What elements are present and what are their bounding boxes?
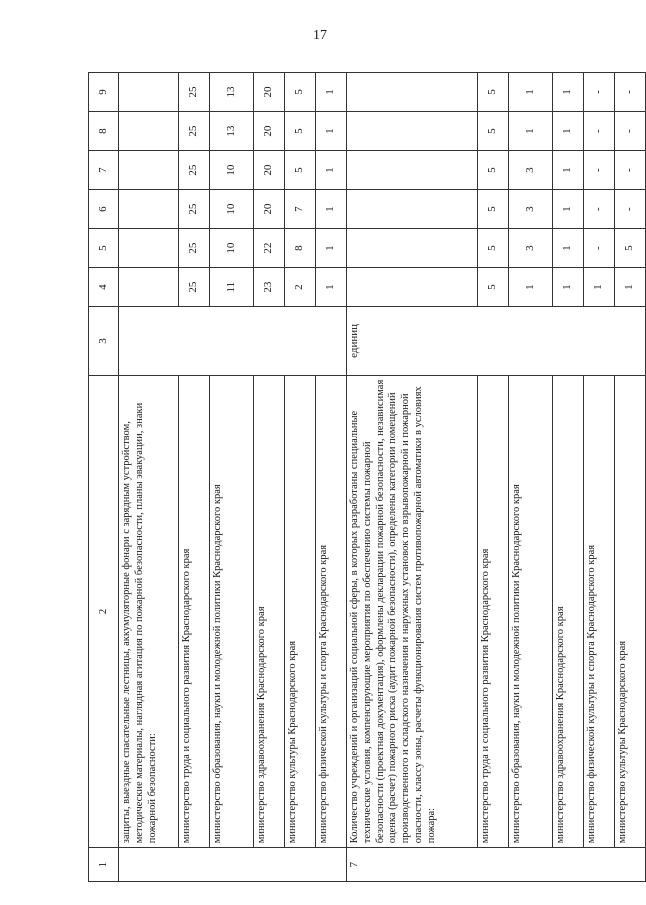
row-number-cell bbox=[615, 848, 646, 882]
value-cell: 22 bbox=[254, 229, 285, 268]
indicator-name-cell: защиты, выездные спасательные лестницы, аккумуляторные фонари с зарядным устройством, методические материалы, наглядная агитация по пожарной безопасности, планы эвакуации, знаки пожарной безопасности: bbox=[119, 375, 179, 848]
unit-cell: единиц bbox=[347, 307, 478, 376]
value-cell: 1 bbox=[584, 268, 615, 307]
value-cell: - bbox=[584, 151, 615, 190]
unit-cell bbox=[615, 307, 646, 376]
page-number: 17 bbox=[313, 28, 327, 43]
indicator-name-cell: министерство труда и социального развития Краснодарского края bbox=[478, 375, 509, 848]
value-cell: 1 bbox=[509, 112, 553, 151]
value-cell bbox=[119, 73, 179, 112]
unit-cell bbox=[119, 307, 179, 376]
value-cell: 5 bbox=[478, 112, 509, 151]
table-row bbox=[584, 73, 615, 882]
value-cell: - bbox=[615, 73, 646, 112]
value-cell: 5 bbox=[478, 229, 509, 268]
row-number-cell bbox=[584, 848, 615, 882]
row-number-cell bbox=[285, 848, 316, 882]
value-cell: 20 bbox=[254, 190, 285, 229]
row-number-cell bbox=[316, 848, 347, 882]
rotated-table-region bbox=[88, 72, 636, 882]
value-cell: 2 bbox=[285, 268, 316, 307]
value-cell: 1 bbox=[509, 268, 553, 307]
value-cell: 5 bbox=[285, 73, 316, 112]
value-cell bbox=[119, 229, 179, 268]
table-row bbox=[119, 73, 179, 882]
value-cell: 5 bbox=[478, 190, 509, 229]
row-number-cell bbox=[179, 848, 210, 882]
unit-cell bbox=[316, 307, 347, 376]
value-cell bbox=[119, 190, 179, 229]
table-row bbox=[285, 73, 316, 882]
value-cell: 25 bbox=[179, 112, 210, 151]
value-cell: 1 bbox=[316, 229, 347, 268]
value-cell: - bbox=[584, 73, 615, 112]
value-cell: 11 bbox=[210, 268, 254, 307]
value-cell: 20 bbox=[254, 73, 285, 112]
unit-cell bbox=[584, 307, 615, 376]
value-cell: 5 bbox=[478, 73, 509, 112]
value-cell: 3 bbox=[509, 229, 553, 268]
header-cell: 6 bbox=[89, 190, 119, 229]
value-cell: 10 bbox=[210, 151, 254, 190]
value-cell: 5 bbox=[285, 151, 316, 190]
value-cell bbox=[347, 268, 478, 307]
indicator-name-cell: министерство здравоохранения Краснодарского края bbox=[254, 375, 285, 848]
unit-cell bbox=[254, 307, 285, 376]
value-cell: - bbox=[584, 190, 615, 229]
value-cell: 20 bbox=[254, 112, 285, 151]
value-cell: 1 bbox=[553, 190, 584, 229]
row-number-cell bbox=[210, 848, 254, 882]
row-number-cell bbox=[553, 848, 584, 882]
table-row bbox=[478, 73, 509, 882]
unit-cell bbox=[553, 307, 584, 376]
value-cell: - bbox=[615, 190, 646, 229]
unit-cell bbox=[179, 307, 210, 376]
row-number-cell: 7 bbox=[347, 848, 478, 882]
indicator-name-cell: министерство здравоохранения Краснодарского края bbox=[553, 375, 584, 848]
indicator-name-cell: министерство труда и социального развития Краснодарского края bbox=[179, 375, 210, 848]
value-cell bbox=[347, 112, 478, 151]
value-cell: - bbox=[584, 112, 615, 151]
value-cell: 23 bbox=[254, 268, 285, 307]
value-cell: 10 bbox=[210, 229, 254, 268]
value-cell: 25 bbox=[179, 229, 210, 268]
value-cell: 1 bbox=[316, 268, 347, 307]
value-cell: 5 bbox=[478, 268, 509, 307]
indicator-name-cell: министерство культуры Краснодарского края bbox=[285, 375, 316, 848]
value-cell: - bbox=[584, 229, 615, 268]
value-cell: 25 bbox=[179, 151, 210, 190]
value-cell bbox=[347, 73, 478, 112]
value-cell: 13 bbox=[210, 112, 254, 151]
value-cell: 5 bbox=[285, 112, 316, 151]
value-cell bbox=[119, 151, 179, 190]
value-cell: 25 bbox=[179, 190, 210, 229]
unit-cell bbox=[210, 307, 254, 376]
value-cell: 1 bbox=[615, 268, 646, 307]
unit-cell bbox=[509, 307, 553, 376]
value-cell: 1 bbox=[316, 151, 347, 190]
value-cell: 3 bbox=[509, 190, 553, 229]
value-cell bbox=[347, 229, 478, 268]
header-cell: 1 bbox=[89, 848, 119, 882]
rotated-table-container bbox=[88, 72, 636, 882]
indicators-table bbox=[88, 72, 646, 882]
table-row bbox=[615, 73, 646, 882]
value-cell: 1 bbox=[553, 268, 584, 307]
table-row bbox=[347, 73, 478, 882]
table-row bbox=[210, 73, 254, 882]
value-cell: 10 bbox=[210, 190, 254, 229]
value-cell: 1 bbox=[316, 112, 347, 151]
header-cell: 3 bbox=[89, 307, 119, 376]
value-cell: 3 bbox=[509, 151, 553, 190]
value-cell bbox=[119, 112, 179, 151]
value-cell: 1 bbox=[553, 151, 584, 190]
value-cell: 5 bbox=[478, 151, 509, 190]
table-row bbox=[254, 73, 285, 882]
value-cell: - bbox=[615, 151, 646, 190]
unit-cell bbox=[478, 307, 509, 376]
value-cell: 5 bbox=[615, 229, 646, 268]
table-row bbox=[179, 73, 210, 882]
indicator-name-cell: министерство образования, науки и молодежной политики Краснодарского края bbox=[210, 375, 254, 848]
indicator-name-cell: министерство физической культуры и спорта Краснодарского края bbox=[584, 375, 615, 848]
indicator-name-cell: Количество учреждений и организаций социальной сферы, в которых разработаны специальные технические условия, компенсирующие мероприятия по обеспечению системы пожарной безопасности (проектная документация), оформлены декларации пожарной безопасности, независимая оценка (расчет) пожарного риска (аудит пожарной безопасности), определены категории помещений производственного и складского назначения и наружных установок по взрывопожарной и пожарной опасности, классу зоны, расчеты функционирования систем противопожарной автоматики в условиях пожара: bbox=[347, 375, 478, 848]
value-cell: 20 bbox=[254, 151, 285, 190]
value-cell bbox=[119, 268, 179, 307]
header-cell: 8 bbox=[89, 112, 119, 151]
table-header-row bbox=[89, 73, 119, 882]
indicator-name-cell: министерство культуры Краснодарского края bbox=[615, 375, 646, 848]
value-cell: - bbox=[615, 112, 646, 151]
value-cell: 1 bbox=[553, 229, 584, 268]
header-cell: 5 bbox=[89, 229, 119, 268]
header-cell: 4 bbox=[89, 268, 119, 307]
header-cell: 9 bbox=[89, 73, 119, 112]
unit-cell bbox=[285, 307, 316, 376]
value-cell: 1 bbox=[316, 73, 347, 112]
row-number-cell bbox=[478, 848, 509, 882]
value-cell: 13 bbox=[210, 73, 254, 112]
value-cell: 1 bbox=[509, 73, 553, 112]
value-cell: 25 bbox=[179, 73, 210, 112]
table-body bbox=[89, 73, 646, 882]
row-number-cell bbox=[254, 848, 285, 882]
value-cell bbox=[347, 190, 478, 229]
value-cell: 1 bbox=[316, 190, 347, 229]
value-cell: 25 bbox=[179, 268, 210, 307]
row-number-cell bbox=[119, 848, 179, 882]
indicator-name-cell: министерство образования, науки и молодежной политики Краснодарского края bbox=[509, 375, 553, 848]
table-row bbox=[553, 73, 584, 882]
value-cell: 8 bbox=[285, 229, 316, 268]
row-number-cell bbox=[509, 848, 553, 882]
indicator-name-cell: министерство физической культуры и спорта Краснодарского края bbox=[316, 375, 347, 848]
table-row bbox=[509, 73, 553, 882]
value-cell: 1 bbox=[553, 112, 584, 151]
table-row bbox=[316, 73, 347, 882]
header-cell: 7 bbox=[89, 151, 119, 190]
value-cell: 1 bbox=[553, 73, 584, 112]
value-cell bbox=[347, 151, 478, 190]
value-cell: 7 bbox=[285, 190, 316, 229]
header-cell: 2 bbox=[89, 375, 119, 848]
